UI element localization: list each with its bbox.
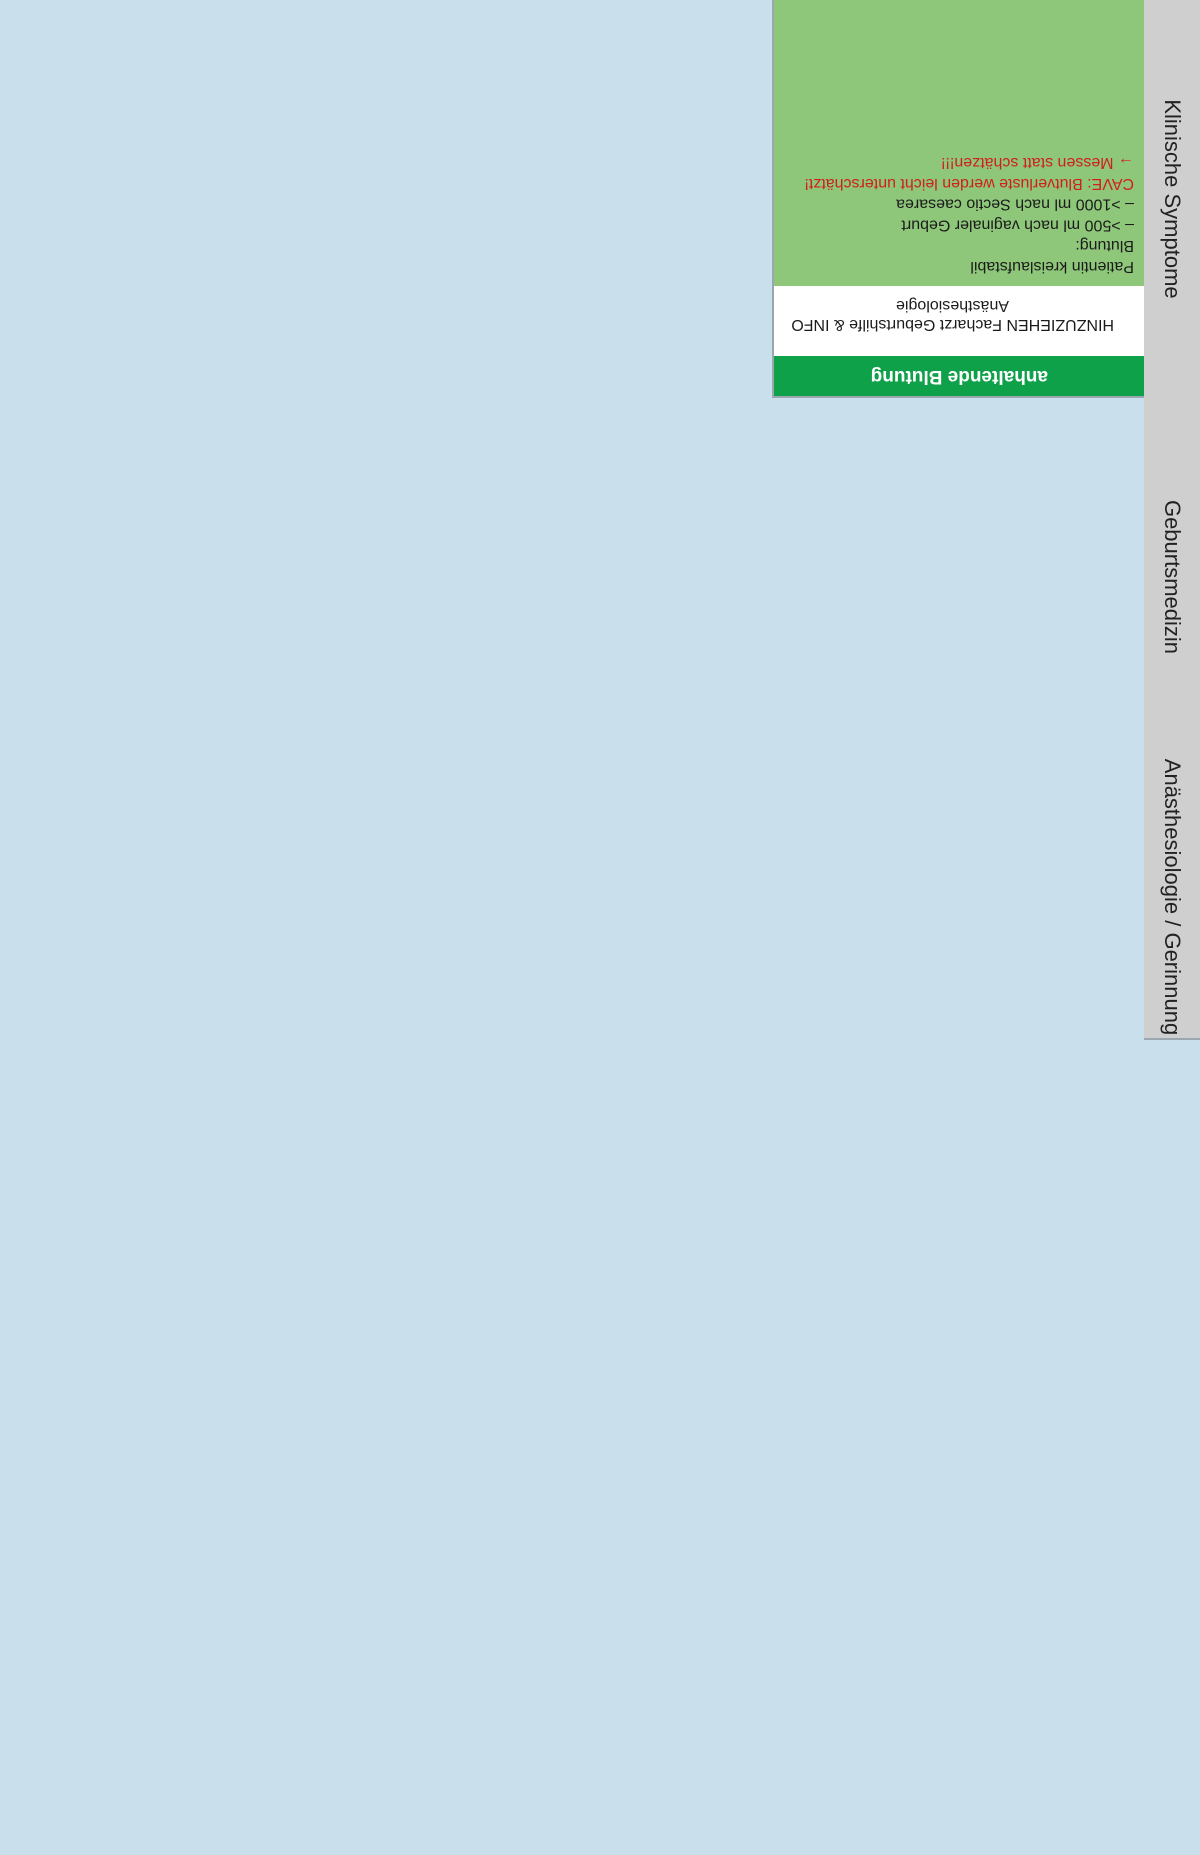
cave-warning: CAVE: Blutverluste werden leicht unterschätzt! → Messen statt schätzen!!! xyxy=(804,154,1134,192)
symptom-item: Blutung: xyxy=(1075,237,1134,255)
symptom-item: Patientin kreislaufstabil xyxy=(970,258,1134,275)
symptom-item: – >1000 ml nach Sectio caesarea xyxy=(896,195,1134,213)
symptom-item: – >500 ml nach vaginaler Geburt xyxy=(901,216,1134,234)
header-klinische-symptome: Klinische Symptome xyxy=(1144,0,1200,400)
stage1-symptoms-cell xyxy=(772,0,1144,398)
stage1-subtitle: HINZUZIEHEN Facharzt Geburtshilfe & INFO Anästhesiologie xyxy=(791,297,1115,334)
header-geburtsmedizin: Geburtsmedizin xyxy=(1144,398,1200,758)
header-anaesthesiologie: Anästhesiologie / Gerinnung xyxy=(1144,756,1200,1040)
stage1-title: anhaltende Blutung xyxy=(774,356,1144,396)
stage1-symptom-list xyxy=(774,0,1144,286)
